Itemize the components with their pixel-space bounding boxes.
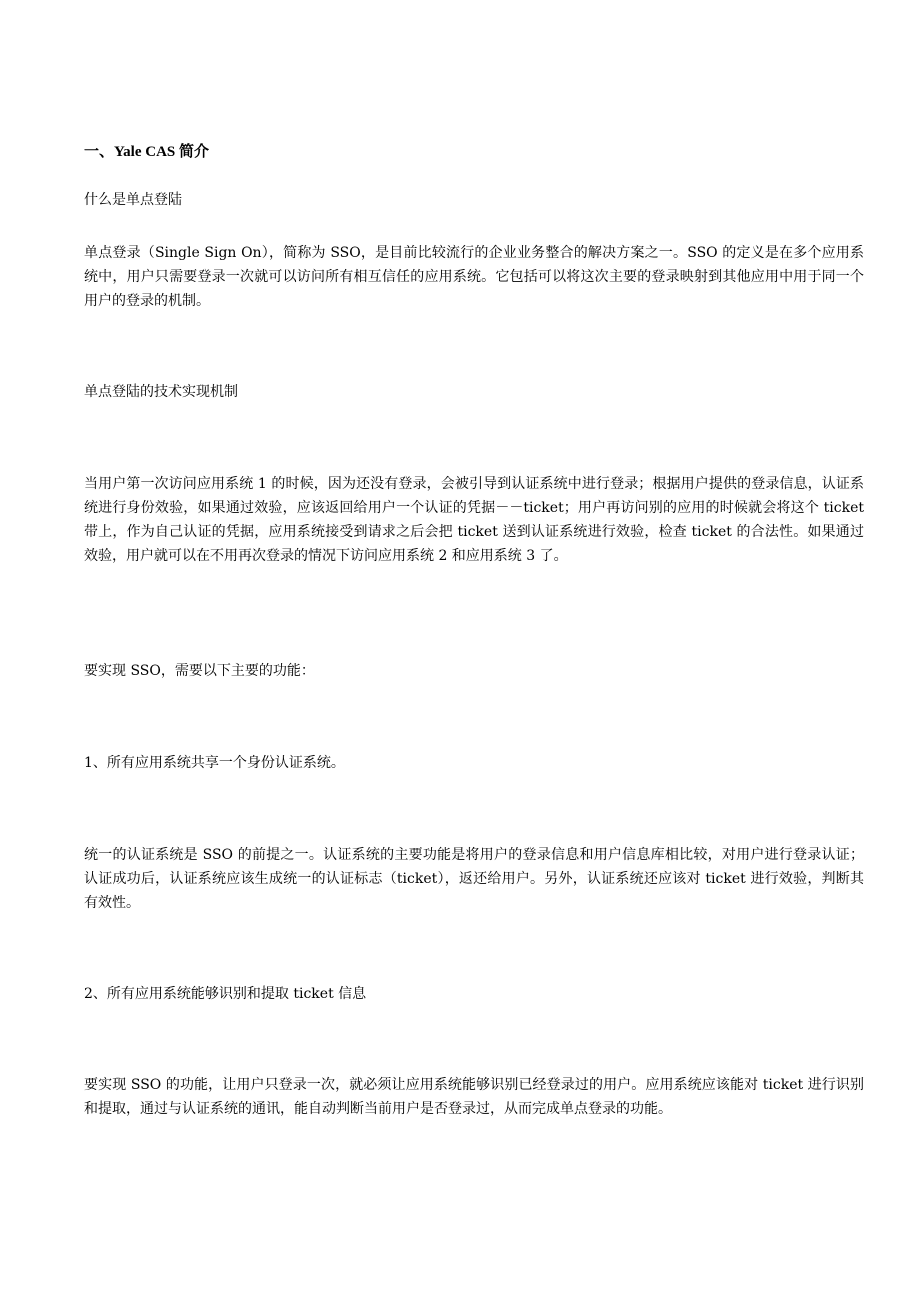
paragraph-sso-mechanism: 当用户第一次访问应用系统 1 的时候，因为还没有登录，会被引导到认证系统中进行登录；根据用户提供的登录信息，认证系统进行身份效验，如果通过效验，应该返回给用户一个认证的凭据－－ticket；用户再访问别的应用的时候就会将这个 ticket 带上，作为自己认证的凭据，应用系统接受到请求之后会把 ticket 送到认证系统进行效验，检查 ticket 的合法性。如果通过效验，用户就可以在不用再次登录的情况下访问应用系统 2 和应用系统 3 了。 [84,476,864,564]
paragraph-unified-auth: 统一的认证系统是 SSO 的前提之一。认证系统的主要功能是将用户的登录信息和用户信息库相比较，对用户进行登录认证；认证成功后，认证系统应该生成统一的认证标志（ticket），返还给用户。另外，认证系统还应该对 ticket 进行效验，判断其有效性。 [84,847,864,911]
list-item-shared-auth: 1、所有应用系统共享一个身份认证系统。 [84,755,345,771]
section-heading: 一、Yale CAS 简介 [84,144,210,160]
paragraph-sso-definition: 单点登录（Single Sign On），简称为 SSO，是目前比较流行的企业业务整合的解决方案之一。SSO 的定义是在多个应用系统中，用户只需要登录一次就可以访问所有相互信任的应用系统。它包括可以将这次主要的登录映射到其他应用中用于同一个用户的登录的机制。 [84,245,864,309]
subheading-what-is-sso: 什么是单点登陆 [84,192,182,208]
paragraph-sso-requirements: 要实现 SSO，需要以下主要的功能： [84,663,315,679]
subheading-sso-mechanism: 单点登陆的技术实现机制 [84,384,238,400]
paragraph-ticket-recognition: 要实现 SSO 的功能，让用户只登录一次，就必须让应用系统能够识别已经登录过的用户。应用系统应该能对 ticket 进行识别和提取，通过与认证系统的通讯，能自动判断当前用户是否登录过，从而完成单点登录的功能。 [84,1077,864,1117]
list-item-ticket-recognition: 2、所有应用系统能够识别和提取 ticket 信息 [84,986,367,1002]
